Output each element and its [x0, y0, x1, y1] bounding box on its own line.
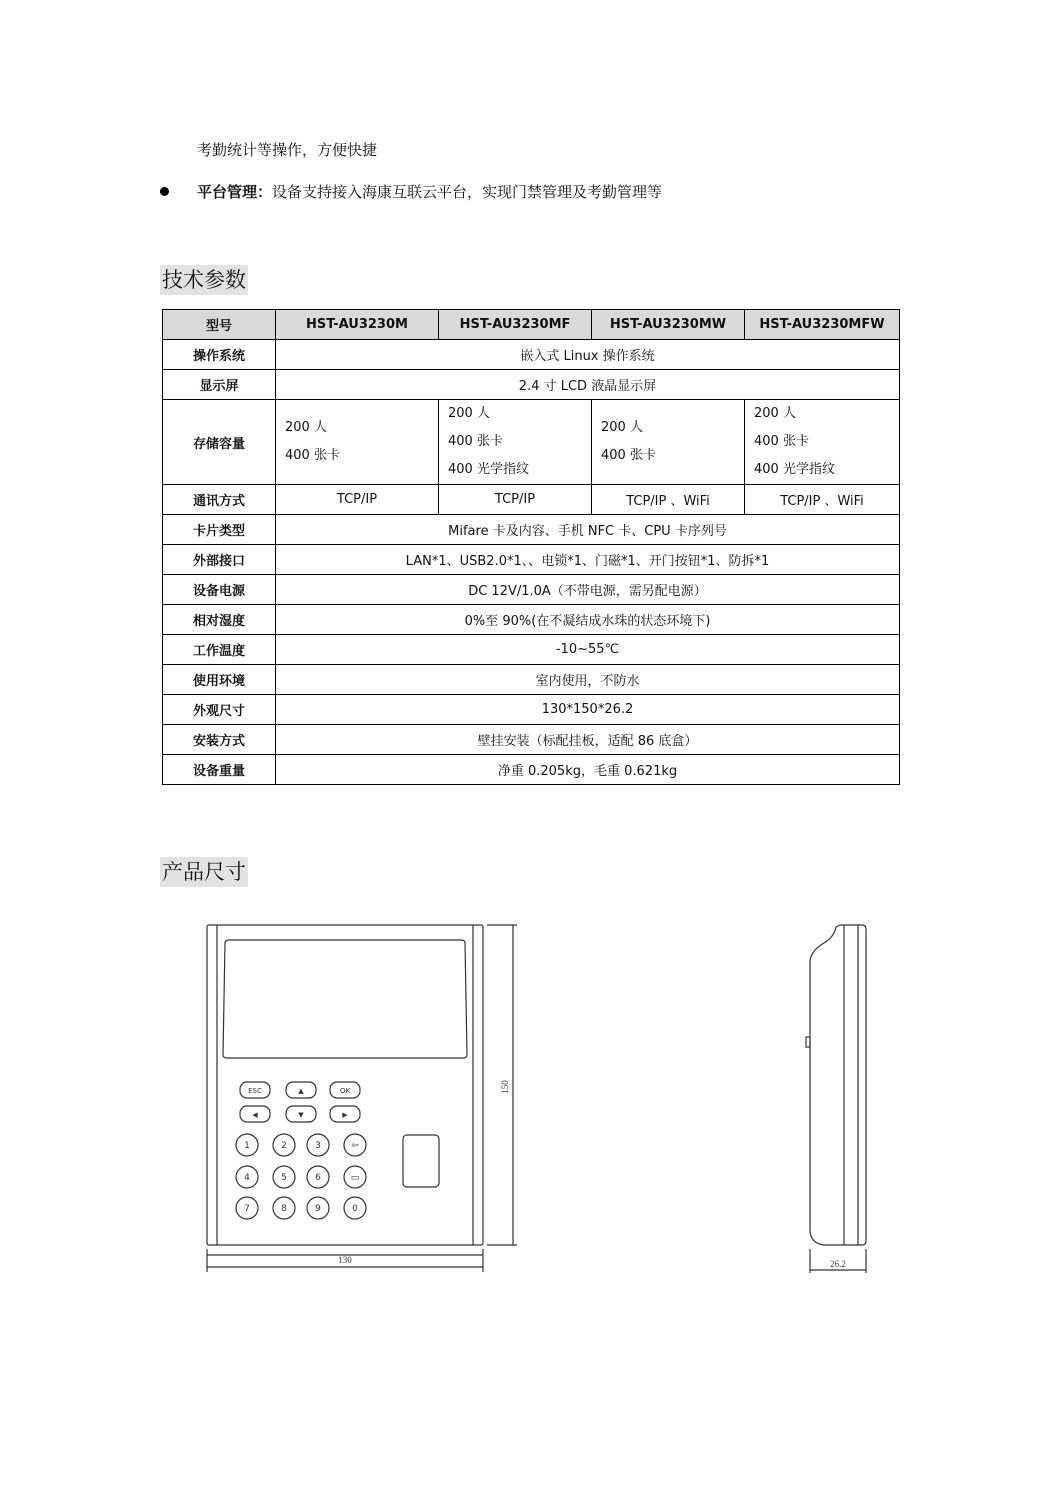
header-mw: HST-AU3230MW	[592, 310, 745, 340]
storage-line: 200 人	[285, 420, 327, 435]
table-row	[163, 635, 900, 665]
table-row	[163, 725, 900, 755]
front-view-drawing	[195, 915, 535, 1280]
comm-cell: TCP/IP	[439, 485, 592, 515]
row-label: 操作系统	[163, 340, 276, 370]
fingerprint-sensor	[403, 1135, 439, 1187]
table-row	[163, 545, 900, 575]
storage-line: 200 人	[754, 406, 796, 421]
table-row	[163, 340, 900, 370]
storage-line: 400 张卡	[754, 434, 809, 449]
header-model: 型号	[163, 310, 276, 340]
keypad-key-label: OK	[339, 1087, 351, 1095]
bullet-text: 设备支持接入海康互联云平台，实现门禁管理及考勤管理等	[272, 183, 663, 201]
intro-continuation: 考勤统计等操作，方便快捷	[197, 141, 378, 159]
keypad-key-label: ▼	[298, 1111, 304, 1119]
keypad-key-label: 9	[315, 1204, 321, 1214]
storage-cell	[592, 400, 745, 485]
header-m: HST-AU3230M	[276, 310, 439, 340]
row-value: 0%至 90%(在不凝结成水珠的状态环境下)	[276, 605, 900, 635]
keypad-key-label: 7	[244, 1204, 250, 1214]
table-row	[163, 400, 900, 485]
depth-dimension: 26.2	[830, 1259, 846, 1269]
keypad-key-label: 1	[244, 1141, 250, 1151]
keypad-key-label: 2	[281, 1141, 287, 1151]
storage-line: 400 光学指纹	[448, 462, 529, 477]
storage-line: 400 光学指纹	[754, 462, 835, 477]
storage-cell	[276, 400, 439, 485]
keypad-key-label: 3	[315, 1141, 321, 1151]
row-value: 室内使用，不防水	[276, 665, 900, 695]
side-port	[806, 1037, 810, 1047]
screen-outline	[223, 940, 467, 1058]
storage-line: 400 张卡	[285, 448, 340, 463]
bullet-label: 平台管理：	[197, 183, 273, 201]
row-label: 安装方式	[163, 725, 276, 755]
keypad	[236, 1082, 366, 1219]
keypad-key-label: ▶	[342, 1111, 348, 1119]
keypad-key-label: 0	[352, 1204, 358, 1214]
row-value: 壁挂安装（标配挂板，适配 86 底盒）	[276, 725, 900, 755]
side-view-drawing	[800, 915, 880, 1280]
table-header-row	[163, 310, 900, 340]
table-row	[163, 485, 900, 515]
row-value: 嵌入式 Linux 操作系统	[276, 340, 900, 370]
header-mfw: HST-AU3230MFW	[745, 310, 900, 340]
row-value: LAN*1、USB2.0*1、、电锁*1、门磁*1、开门按钮*1、防拆*1	[276, 545, 900, 575]
width-dimension: 130	[338, 1255, 352, 1265]
storage-line: 200 人	[601, 420, 643, 435]
row-value: 130*150*26.2	[276, 695, 900, 725]
storage-cell	[439, 400, 592, 485]
table-row	[163, 665, 900, 695]
keypad-key-label: ⇦	[351, 1141, 359, 1151]
table-row	[163, 605, 900, 635]
spec-table	[162, 309, 900, 785]
row-label: 设备重量	[163, 755, 276, 785]
table-row	[163, 575, 900, 605]
row-label: 设备电源	[163, 575, 276, 605]
height-dimension: 150	[500, 1080, 510, 1094]
keypad-key-label: 4	[244, 1173, 250, 1183]
keypad-key-label: 8	[281, 1204, 287, 1214]
keypad-key-label: ESC	[248, 1087, 262, 1095]
keypad-key-label: ▲	[298, 1087, 304, 1095]
storage-line: 400 张卡	[601, 448, 656, 463]
dimensions-title: 产品尺寸	[160, 857, 248, 887]
row-label: 存储容量	[163, 400, 276, 485]
comm-cell: TCP/IP 、WiFi	[592, 485, 745, 515]
keypad-key-label: 5	[281, 1173, 287, 1183]
row-value: Mifare 卡及内容、手机 NFC 卡、CPU 卡序列号	[276, 515, 900, 545]
storage-cell	[745, 400, 900, 485]
row-value: DC 12V/1.0A（不带电源，需另配电源）	[276, 575, 900, 605]
comm-cell: TCP/IP 、WiFi	[745, 485, 900, 515]
table-row	[163, 515, 900, 545]
row-label: 使用环境	[163, 665, 276, 695]
table-row	[163, 370, 900, 400]
row-label: 卡片类型	[163, 515, 276, 545]
bullet-dot-icon	[160, 187, 169, 196]
row-label: 外观尺寸	[163, 695, 276, 725]
row-value: -10~55℃	[276, 635, 900, 665]
keypad-key-label: ▭	[350, 1173, 360, 1183]
comm-cell: TCP/IP	[276, 485, 439, 515]
row-label: 显示屏	[163, 370, 276, 400]
table-row	[163, 695, 900, 725]
row-label: 通讯方式	[163, 485, 276, 515]
storage-line: 400 张卡	[448, 434, 503, 449]
row-label: 外部接口	[163, 545, 276, 575]
row-label: 相对湿度	[163, 605, 276, 635]
row-value: 2.4 寸 LCD 液晶显示屏	[276, 370, 900, 400]
row-value: 净重 0.205kg，毛重 0.621kg	[276, 755, 900, 785]
table-row	[163, 755, 900, 785]
storage-line: 200 人	[448, 406, 490, 421]
specs-title: 技术参数	[160, 265, 248, 295]
bullet-platform	[160, 181, 662, 202]
keypad-key-label: ◀	[252, 1111, 258, 1119]
row-label: 工作温度	[163, 635, 276, 665]
keypad-key-label: 6	[315, 1173, 321, 1183]
header-mf: HST-AU3230MF	[439, 310, 592, 340]
